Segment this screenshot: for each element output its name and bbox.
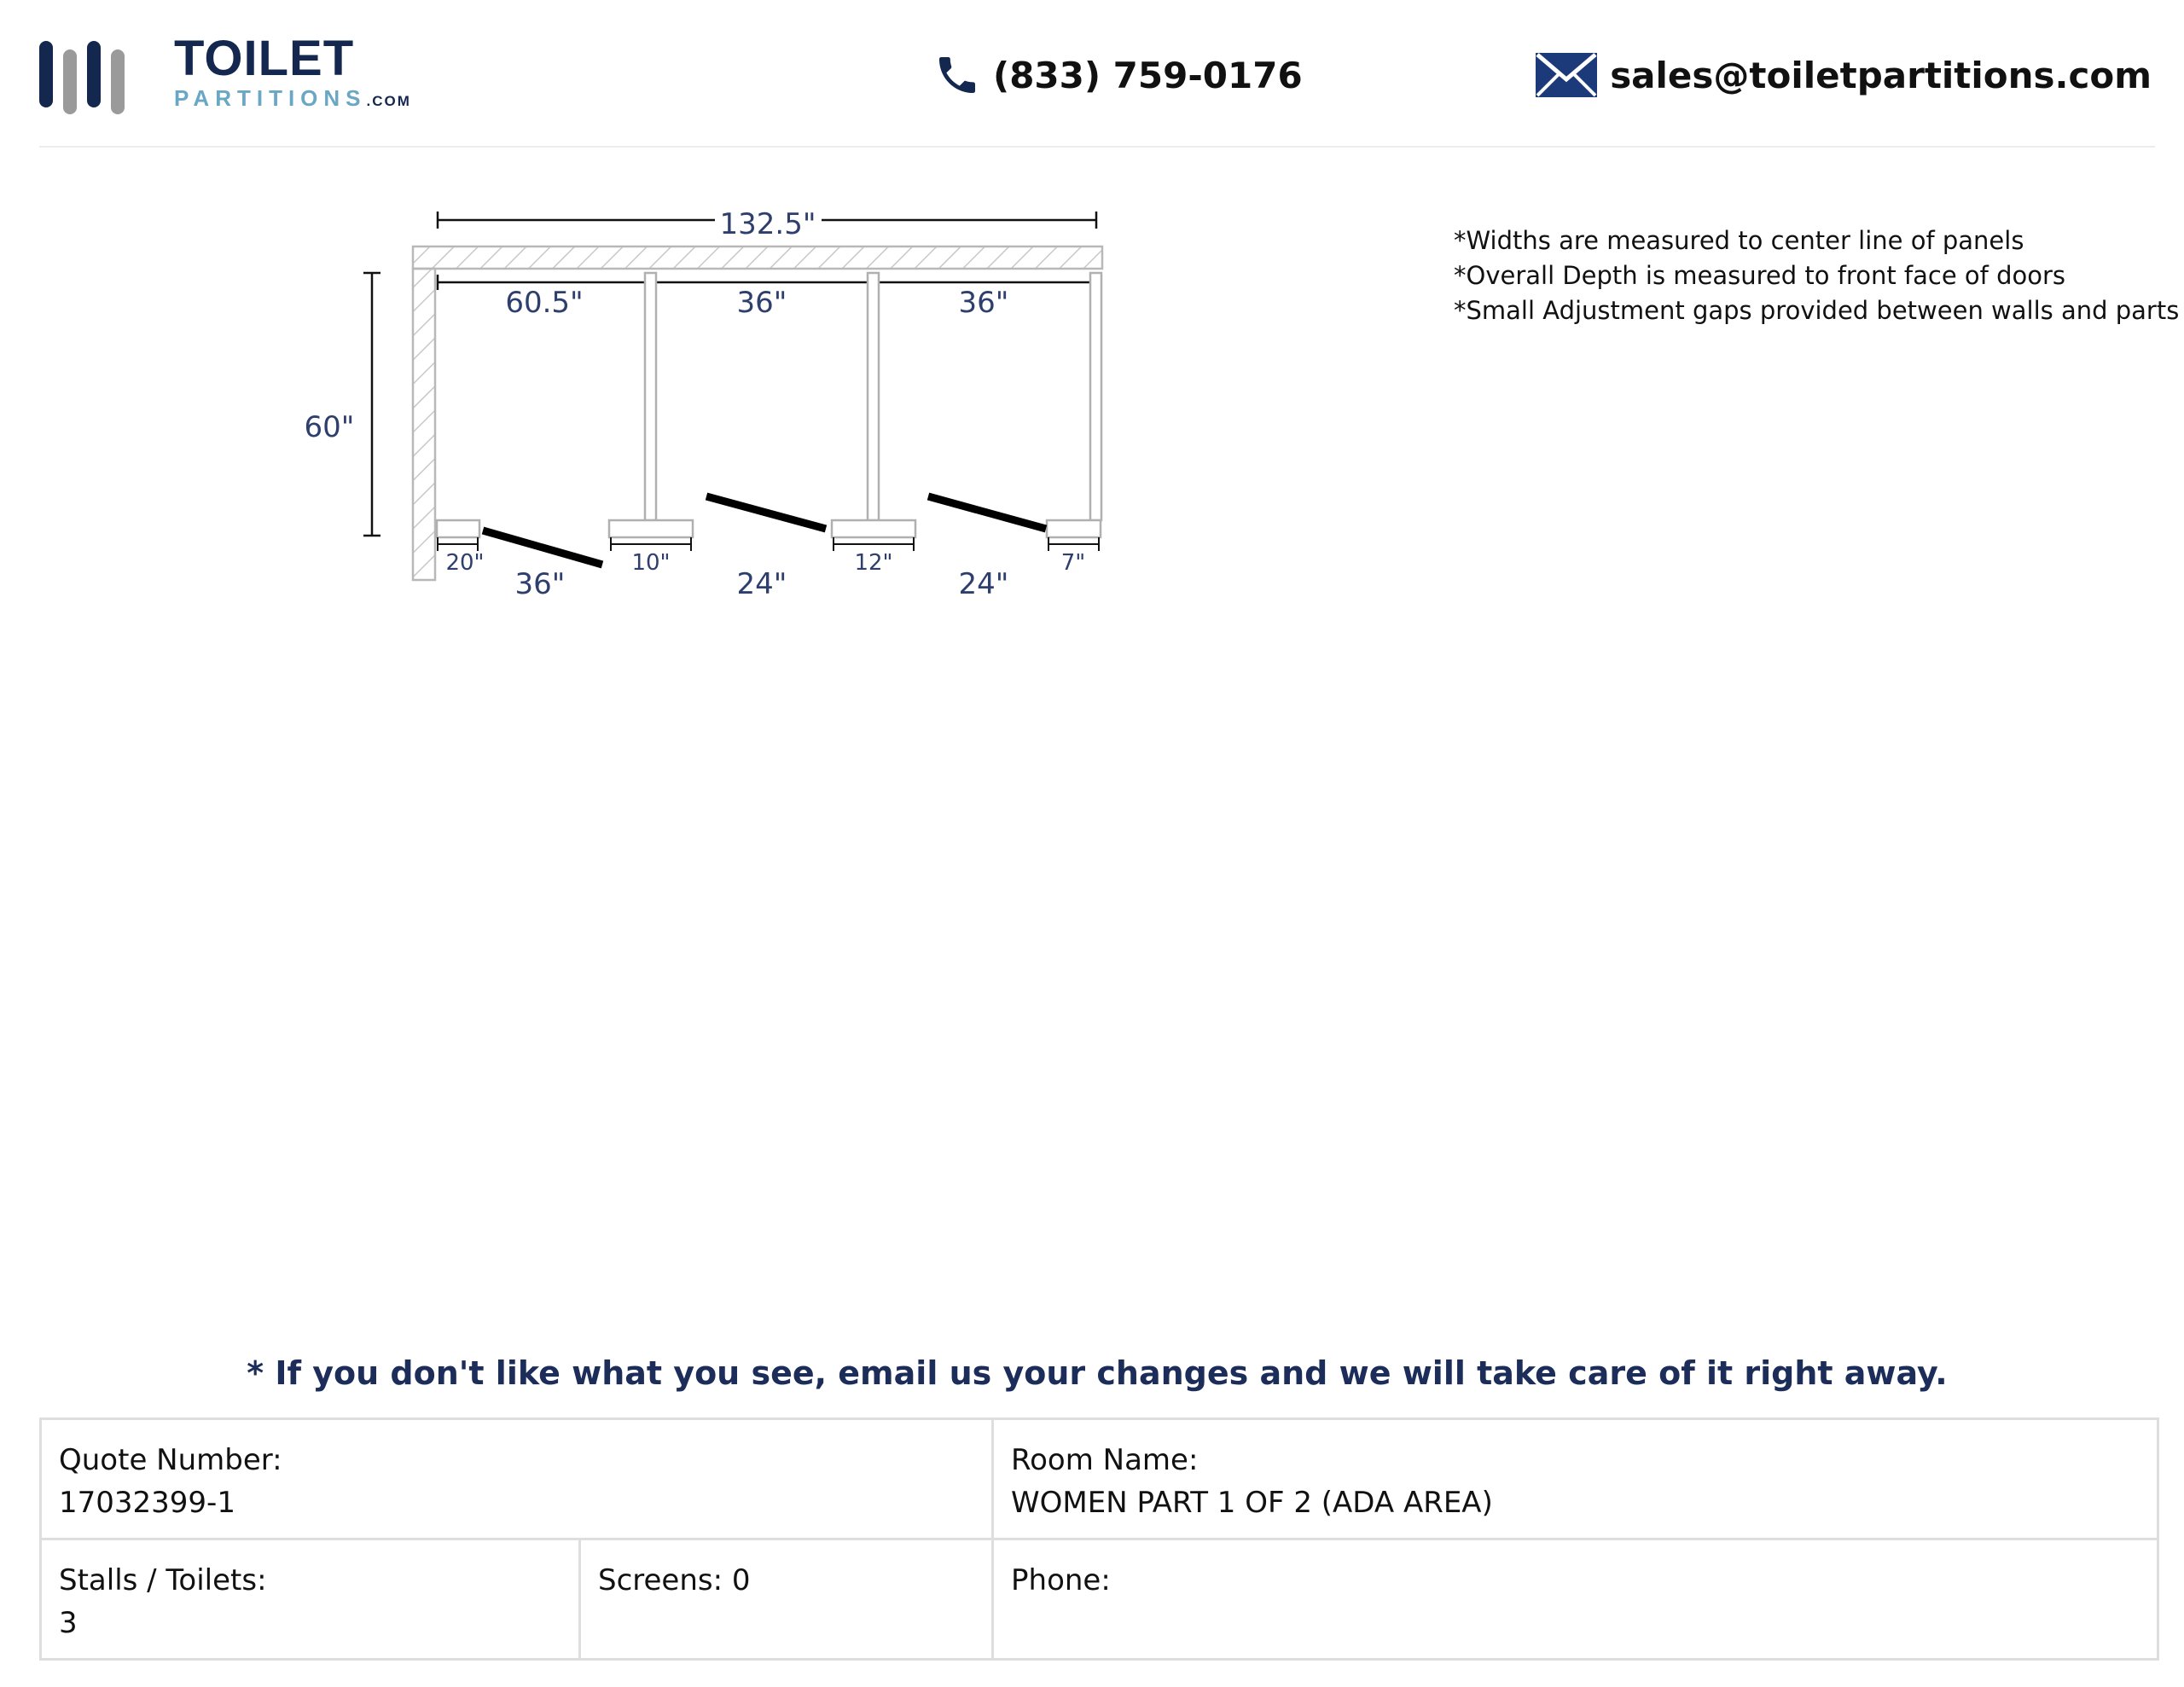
logo-text-toilet: TOILET (174, 31, 355, 86)
screens-cell (580, 1539, 993, 1660)
pilaster (1047, 520, 1101, 537)
phone-number: (833) 759-0176 (993, 54, 1303, 96)
stalls-cell (41, 1539, 580, 1660)
note-line: *Overall Depth is measured to front face of doors (1454, 261, 2066, 290)
pilaster (437, 520, 479, 537)
stall-width-label: 36" (958, 286, 1009, 320)
phone-cell (993, 1539, 2158, 1660)
logo-bars-icon (38, 38, 126, 116)
pilaster (609, 520, 693, 537)
quote-info-table (39, 1417, 2159, 1661)
screens-label: Screens: 0 (598, 1563, 751, 1597)
table-row (41, 1539, 2158, 1660)
pilaster-width-label: 10" (631, 550, 671, 576)
door (483, 530, 602, 565)
pilaster (832, 520, 915, 537)
stalls-value: 3 (59, 1606, 78, 1640)
header-divider (39, 146, 2155, 148)
note-line: *Small Adjustment gaps provided between walls and parts (1454, 296, 2180, 325)
note-line: *Widths are measured to center line of panels (1454, 226, 2024, 255)
room-name-label: Room Name: (1011, 1443, 1199, 1477)
stall-width-label: 36" (736, 286, 787, 320)
partition-panel (868, 273, 879, 520)
depth-label: 60" (304, 410, 355, 444)
stall-width-label: 60.5" (505, 286, 584, 320)
stalls-label: Stalls / Toilets: (59, 1563, 267, 1597)
table-row (41, 1419, 2158, 1539)
header-email[interactable] (1535, 48, 2152, 102)
pilaster-width-label: 12" (854, 550, 893, 576)
quote-number-value: 17032399-1 (59, 1486, 235, 1520)
pilaster-width-label: 20" (445, 550, 485, 576)
depth-dimension (363, 273, 380, 536)
quote-number-cell (41, 1419, 993, 1539)
company-logo[interactable] (38, 31, 411, 119)
email-address: sales@toiletpartitions.com (1610, 54, 2152, 96)
measurement-notes (1454, 223, 2180, 328)
back-wall (413, 246, 1102, 269)
room-name-value: WOMEN PART 1 OF 2 (ADA AREA) (1011, 1486, 1493, 1520)
page-header (0, 0, 2184, 147)
overall-width-label: 132.5" (719, 207, 816, 241)
envelope-icon (1535, 52, 1598, 98)
quote-number-label: Quote Number: (59, 1443, 282, 1477)
partition-panel (645, 273, 656, 520)
partition-panel (1090, 273, 1101, 520)
partition-layout-drawing (0, 154, 1194, 614)
header-phone[interactable] (933, 48, 1303, 102)
phone-icon (933, 51, 981, 99)
logo-text-partitions: PARTITIONS.COM (174, 85, 411, 111)
change-request-message: * If you don't like what you see, email us your changes and we will take care of it right away. (247, 1354, 1948, 1392)
door-width-label: 36" (514, 567, 566, 601)
room-name-cell (993, 1419, 2158, 1539)
pilaster-width-label: 7" (1060, 550, 1086, 576)
logo-text-suffix: .COM (366, 93, 411, 109)
door (928, 496, 1046, 529)
door-width-label: 24" (736, 567, 787, 601)
door (706, 496, 826, 529)
door-width-label: 24" (958, 567, 1009, 601)
side-wall (413, 269, 435, 580)
phone-label: Phone: (1011, 1563, 1111, 1597)
